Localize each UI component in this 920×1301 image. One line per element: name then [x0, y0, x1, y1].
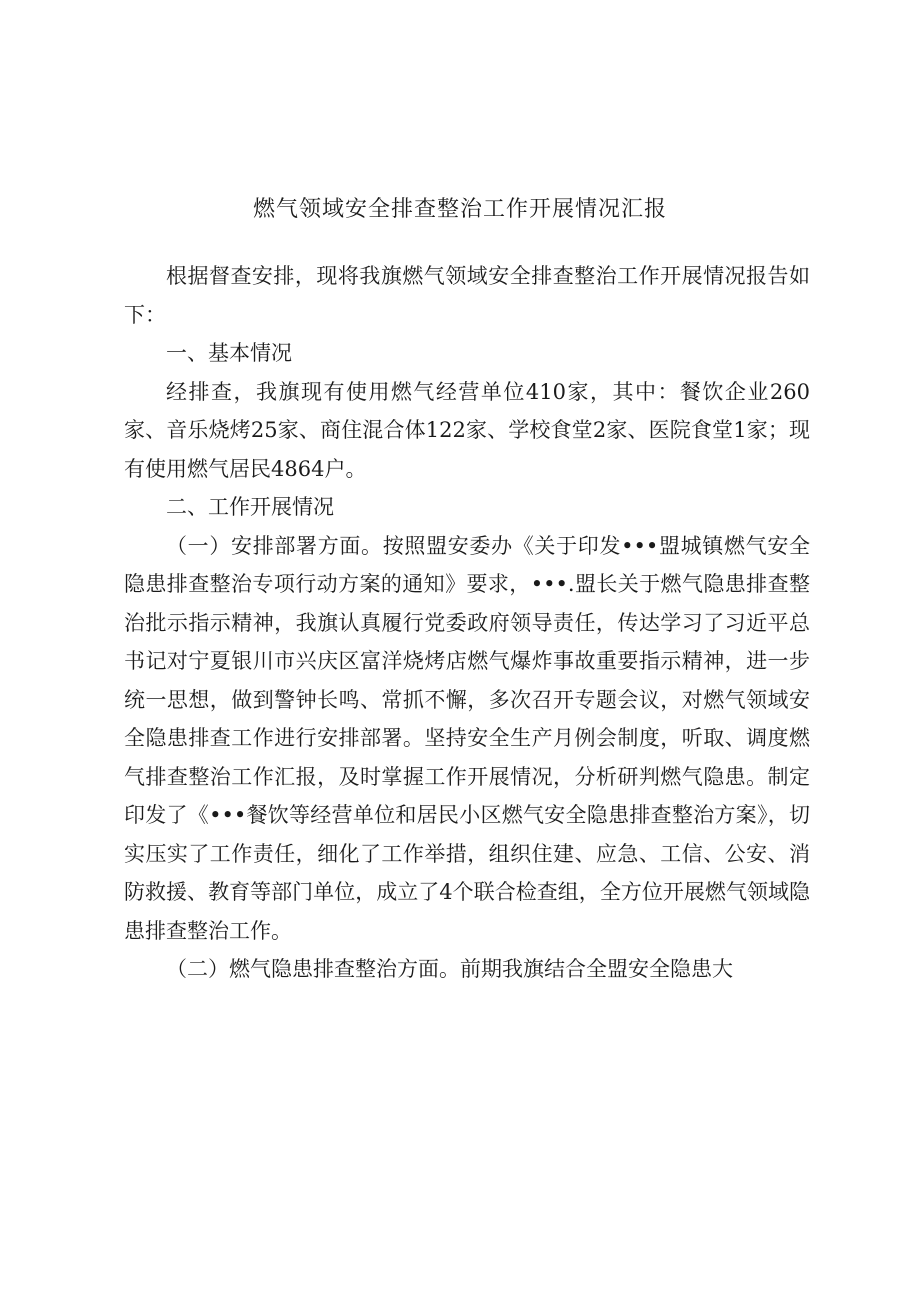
document-body	[124, 257, 810, 989]
document-title: 燃气领域安全排查整治工作开展情况汇报	[252, 197, 667, 222]
intro-paragraph: 根据督查安排，现将我旗燃气领域安全排查整治工作开展情况报告如下：	[124, 264, 810, 327]
basic-situation-paragraph: 经排查，我旗现有使用燃气经营单位410家，其中：餐饮企业260家、音乐烧烤25家、商住混合体122家、学校食堂2家、医院食堂1家；现有使用燃气居民4864户。	[124, 379, 810, 481]
section-heading-work: 二、工作开展情况	[166, 495, 334, 519]
section-heading-basic: 一、基本情况	[166, 341, 292, 365]
deployment-paragraph: （一）安排部署方面。按照盟安委办《关于印发•••盟城镇燃气安全隐患排查整治专项行动方案的通知》要求，•••.盟长关于燃气隐患排查整治批示指示精神，我旗认真履行党委政府领导责任，传达学习了习近平总书记对宁夏银川市兴庆区富洋烧烤店燃气爆炸事故重要指示精神，进一步统一思想，做到警钟长鸣、常抓不懈，多次召开专题会议，对燃气领域安全隐患排查工作进行安排部署。坚持安全生产月例会制度，听取、调度燃气排查整治工作汇报，及时掌握工作开展情况，分析研判燃气隐患。制定印发了《•••餐饮等经营单位和居民小区燃气安全隐患排查整治方案》，切实压实了工作责任，细化了工作举措，组织住建、应急、工信、公安、消防救援、教育等部门单位，成立了4个联合检查组，全方位开展燃气领域隐患排查整治工作。	[124, 533, 810, 943]
hazard-inspection-paragraph: （二）燃气隐患排查整治方面。前期我旗结合全盟安全隐患大	[166, 957, 733, 981]
